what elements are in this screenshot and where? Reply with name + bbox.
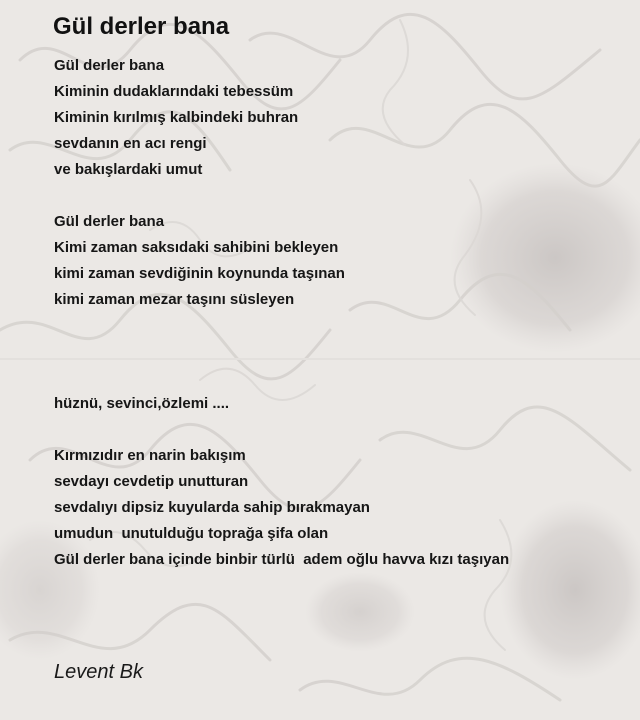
poem-line: Gül derler bana: [54, 213, 165, 230]
stanza-4: [54, 443, 614, 573]
poem-line: Kimi zaman saksıdaki sahibini bekleyen: [54, 239, 339, 256]
poem-line: kimi zaman sevdiğinin koynunda taşınan: [54, 265, 345, 282]
stanza-break: [54, 313, 614, 391]
poem-line: Gül derler bana: [54, 57, 165, 74]
poem-body: [54, 53, 614, 573]
poem-line: umudun unutulduğu toprağa şifa olan: [54, 525, 329, 542]
poem-line: ve bakışlardaki umut: [54, 161, 203, 178]
poem-line: sevdanın en acı rengi: [54, 135, 207, 152]
stanza-break: [54, 183, 614, 209]
poem-title: Gül derler bana: [53, 13, 230, 40]
poem-line: Kırmızıdır en narin bakışım: [54, 447, 246, 464]
poem-author: Levent Bk: [54, 661, 143, 683]
ink-blot: [305, 572, 415, 652]
poem-line: Gül derler bana içinde binbir türlü adem oğlu havva kızı taşıyan: [54, 551, 510, 568]
poem-line: hüznü, sevinci,özlemi ....: [54, 395, 230, 412]
stanza-break: [54, 417, 614, 443]
poem-line: Kiminin dudaklarındaki tebessüm: [54, 83, 294, 100]
poem-line: kimi zaman mezar taşını süsleyen: [54, 291, 295, 308]
stanza-2: [54, 209, 614, 313]
poem-line: Kiminin kırılmış kalbindeki buhran: [54, 109, 299, 126]
poem-line: sevdalıyı dipsiz kuyularda sahip bırakmayan: [54, 499, 370, 516]
stanza-3: [54, 391, 614, 417]
stanza-1: [54, 53, 614, 183]
poem-line: sevdayı cevdetip unutturan: [54, 473, 249, 490]
